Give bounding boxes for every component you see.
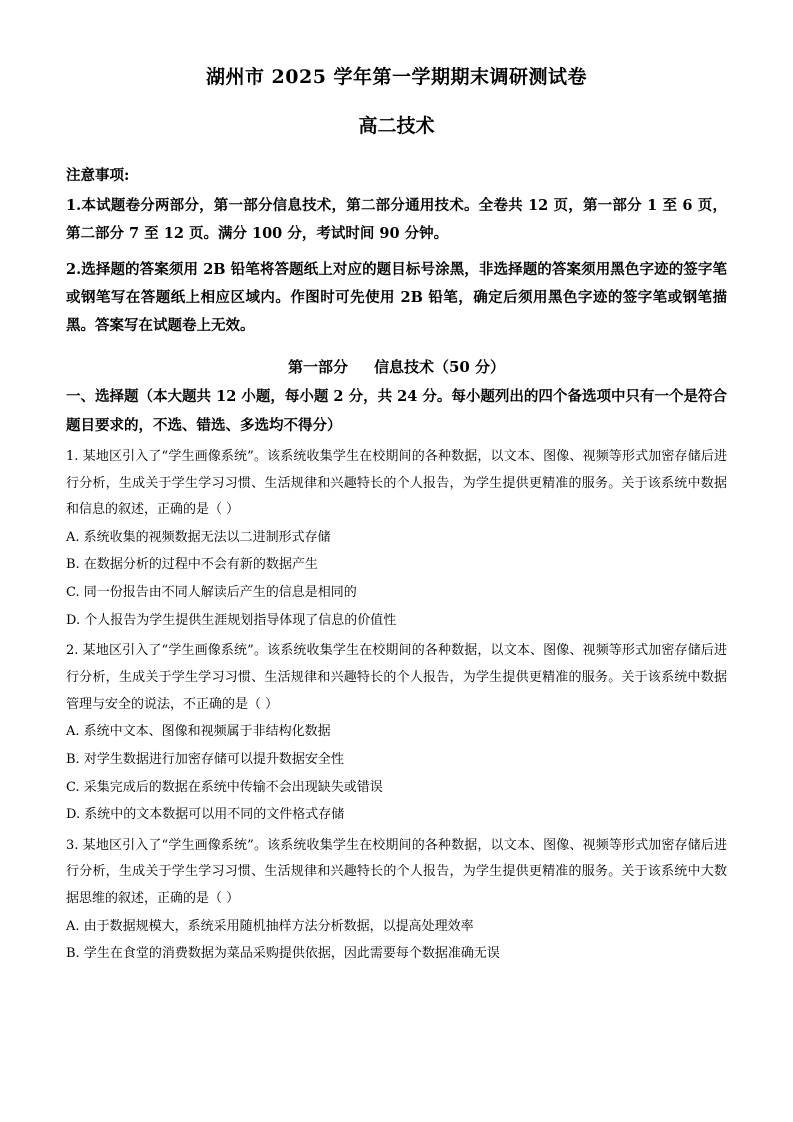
question-stem: 1. 某地区引入了“学生画像系统”。该系统收集学生在校期间的各种数据，以文本、图像、视频等形式加密存储后进行分析，生成关于学生学习习惯、生活规律和兴趣特长的个人报告，为学生提供更精准的服务。关于该系统中数据和信息的叙述，正确的是（ ） [66,448,727,518]
question-option-a: A. 系统收集的视频数据无法以二进制形式存储 [66,529,331,545]
question-option-c: C. 采集完成后的数据在系统中传输不会出现缺失或错误 [66,779,383,795]
part-name: 信息技术（50 分） [373,358,506,377]
question-2 [66,638,727,828]
question-1 [66,444,727,634]
part-label: 第一部分 [287,358,348,377]
question-option-d: D. 系统中的文本数据可以用不同的文件格式存储 [66,807,345,823]
question-stem: 2. 某地区引入了“学生画像系统”。该系统收集学生在校期间的各种数据，以文本、图像、视频等形式加密存储后进行分析，生成关于学生学习习惯、生活规律和兴趣特长的个人报告，为学生提供更精准的服务。关于该系统中数据管理与安全的说法，不正确的是（ ） [66,643,727,712]
question-option-b: B. 对学生数据进行加密存储可以提升数据安全性 [66,751,344,767]
notice-item-2: 2.选择题的答案须用 2B 铅笔将答题纸上对应的题目标号涂黑，非选择题的答案须用黑色字迹的签字笔或钢笔写在答题纸上相应区域内。作图时可先使用 2B 铅笔，确定后须用黑色字迹的签字笔或钢笔描黑。答案写在试题卷上无效。 [66,260,727,335]
notice-item-1: 1.本试题卷分两部分，第一部分信息技术，第二部分通用技术。全卷共 12 页，第一部分 1 至 6 页，第二部分 7 至 12 页。满分 100 分，考试时间 90 分钟。 [66,197,727,243]
question-stem: 3. 某地区引入了“学生画像系统”。该系统收集学生在校期间的各种数据，以文本、图像、视频等形式加密存储后进行分析，生成关于学生学习习惯、生活规律和兴趣特长的个人报告，为学生提供更精准的服务。关于该系统中大数据思维的叙述，正确的是（ ） [66,837,727,907]
notice-label: 注意事项: [66,167,130,184]
question-option-b: B. 学生在食堂的消费数据为菜品采购提供依据，因此需要每个数据准确无误 [66,946,500,962]
page-subtitle: 高二技术 [358,115,435,137]
page-title: 湖州市 2025 学年第一学期期末调研测试卷 [205,66,588,88]
question-option-c: C. 同一份报告由不同人解读后产生的信息是相同的 [66,585,357,601]
question-option-b: B. 在数据分析的过程中不会有新的数据产生 [66,557,318,573]
question-option-a: A. 由于数据规模大，系统采用随机抽样方法分析数据，以提高处理效率 [66,918,474,934]
question-option-a: A. 系统中文本、图像和视频属于非结构化数据 [66,724,331,740]
question-option-d: D. 个人报告为学生提供生涯规划指导体现了信息的价值性 [66,612,397,628]
part-heading [66,356,727,377]
question-3 [66,833,727,968]
section-heading: 一、选择题（本大题共 12 小题，每小题 2 分，共 24 分。每小题列出的四个备选项中只有一个是符合题目要求的，不选、错选、多选均不得分） [66,388,727,434]
